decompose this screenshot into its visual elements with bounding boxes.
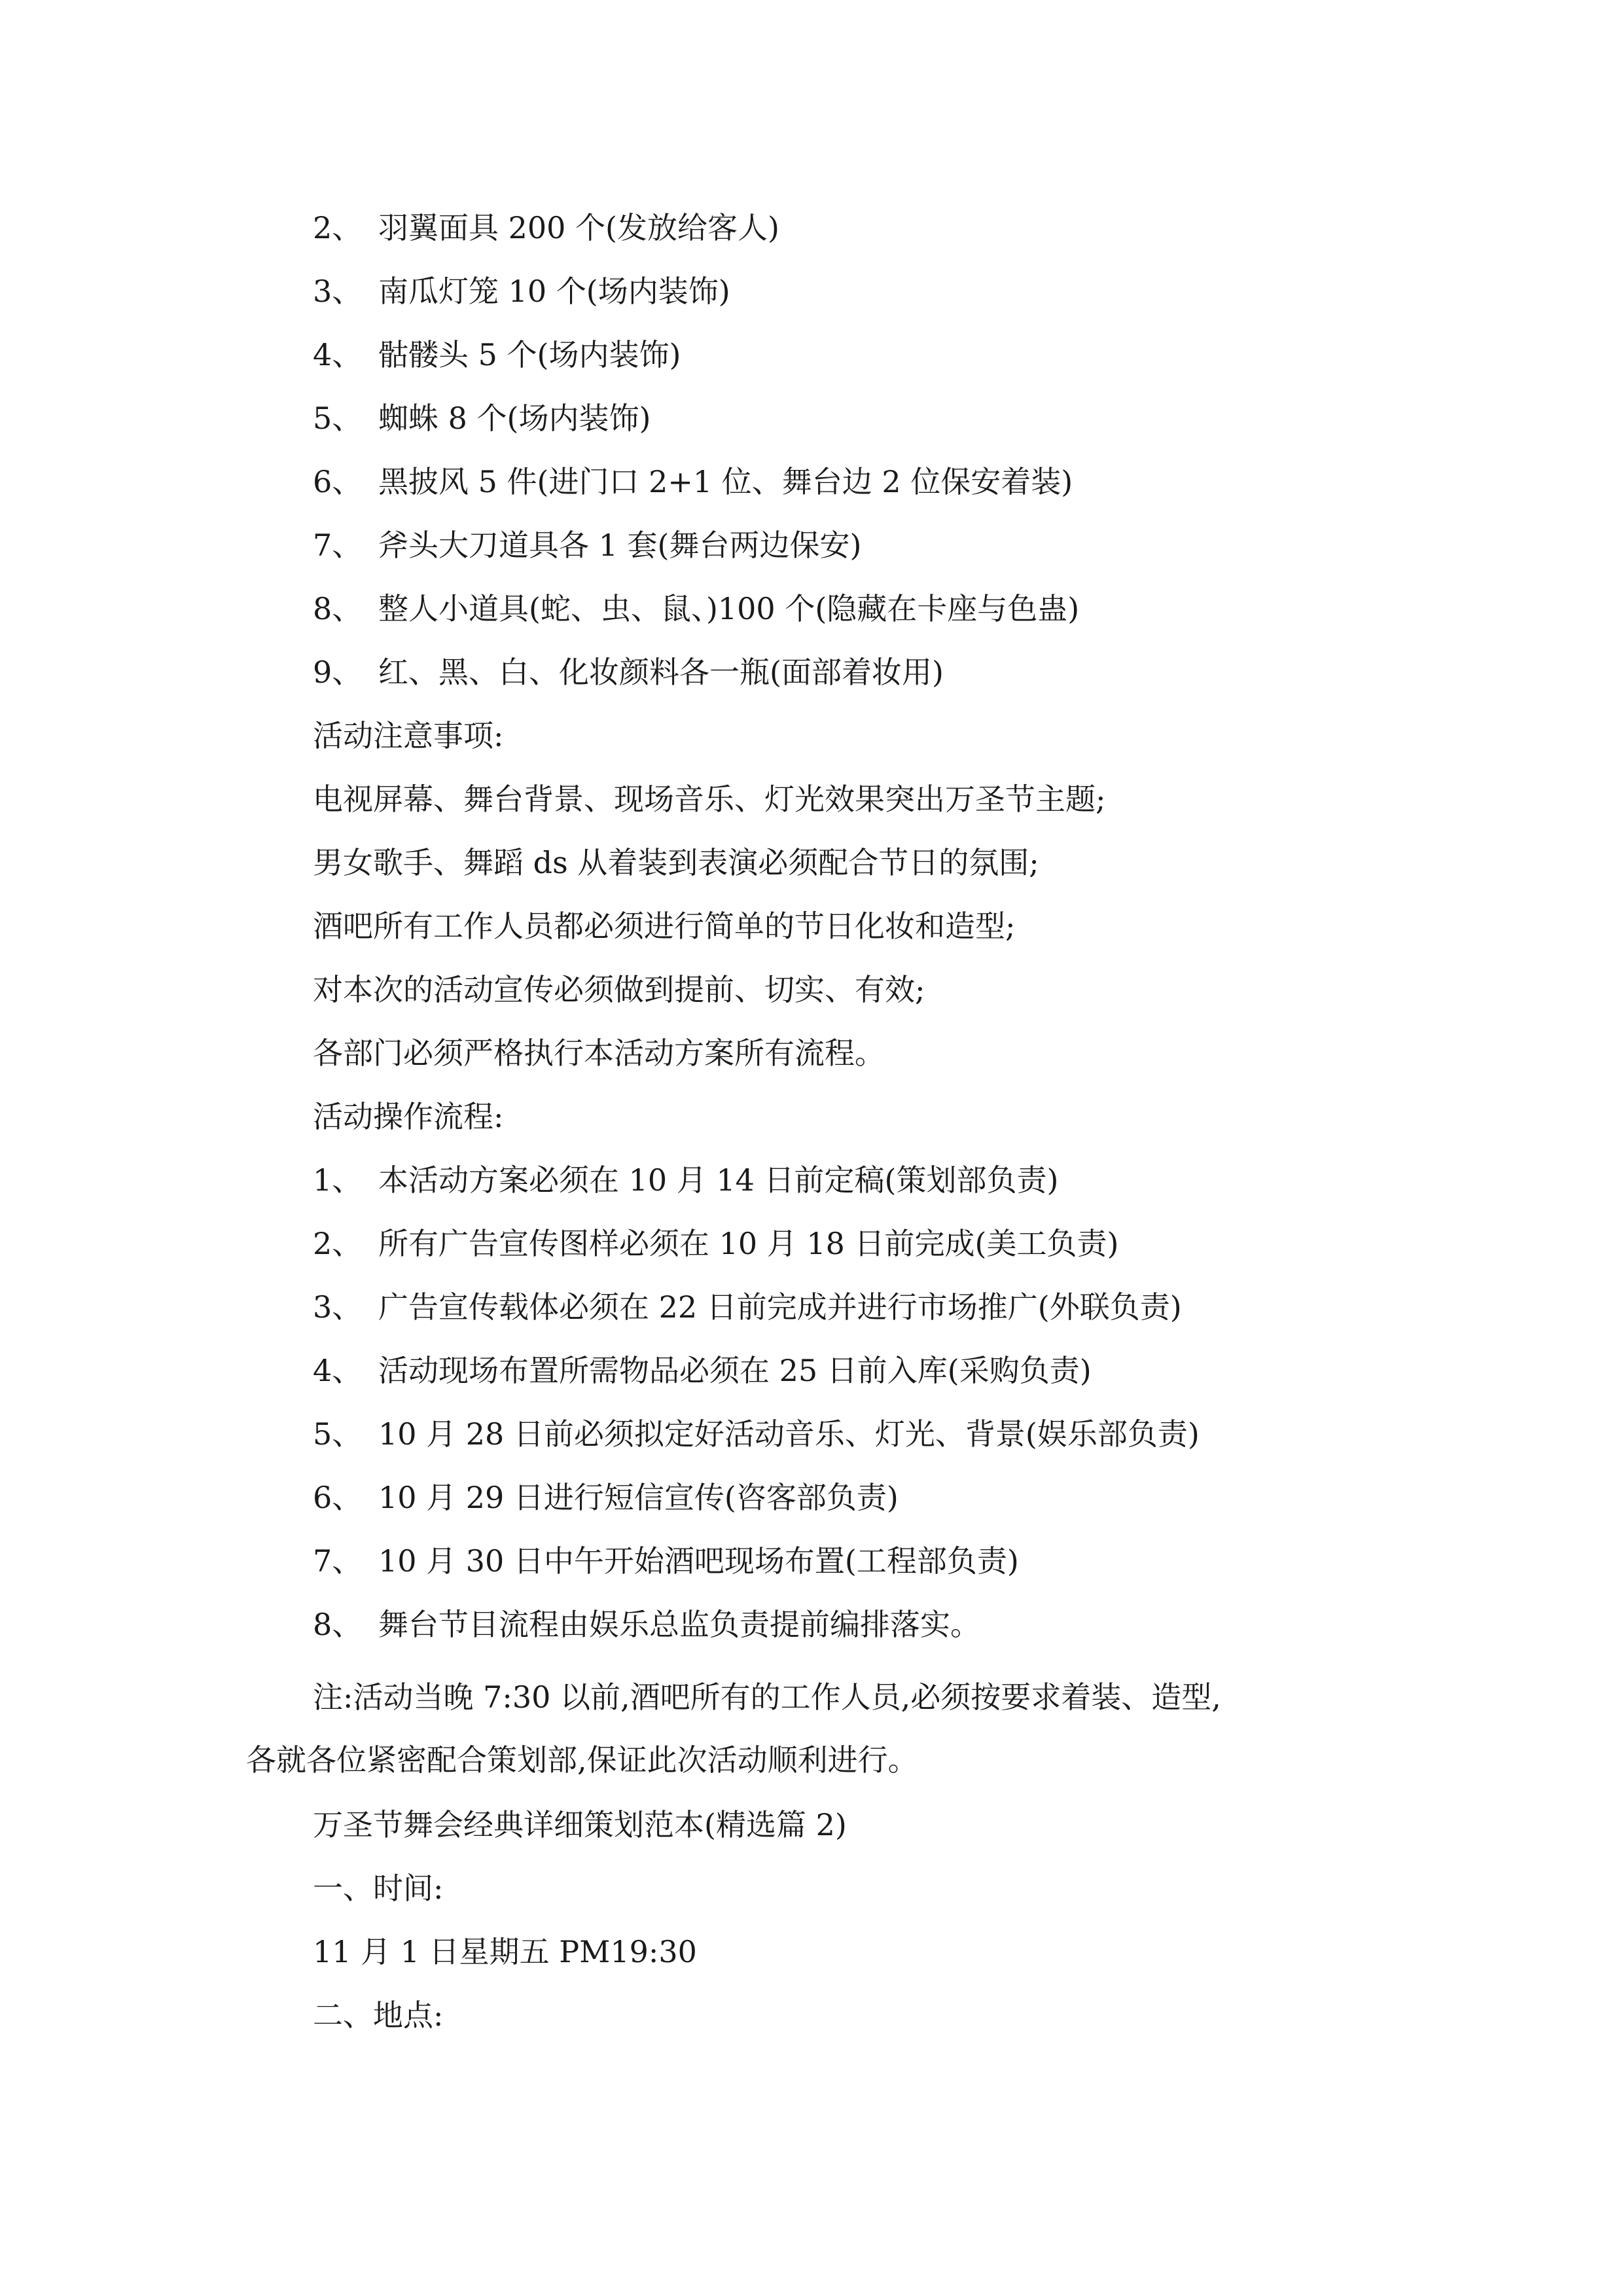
time-value: 11 月 1 日星期五 PM19:30	[313, 1934, 697, 1969]
list-item	[313, 272, 730, 311]
list-item-number: 7、	[313, 528, 363, 563]
list-item-text: 整人小道具(蛇、虫、鼠、)100 个(隐藏在卡座与色蛊)	[378, 591, 1080, 626]
process-item	[313, 1478, 899, 1517]
process-item	[313, 1287, 1182, 1327]
list-item-text: 骷髅头 5 个(场内装饰)	[378, 337, 681, 372]
list-item-number: 2、	[313, 210, 363, 245]
list-item-text: 南瓜灯笼 10 个(场内装饰)	[378, 274, 730, 309]
time-heading: 一、时间:	[313, 1871, 444, 1906]
list-item	[313, 399, 651, 438]
list-item	[313, 526, 861, 565]
process-item-text: 10 月 30 日中午开始酒吧现场布置(工程部负责)	[378, 1543, 1019, 1579]
note-line: 对本次的活动宣传必须做到提前、切实、有效;	[313, 972, 925, 1007]
process-item-number: 5、	[313, 1416, 363, 1452]
list-item	[313, 335, 681, 374]
process-item-text: 所有广告宣传图样必须在 10 月 18 日前完成(美工负责)	[378, 1226, 1119, 1261]
footnote-line-2: 各就各位紧密配合策划部,保证此次活动顺利进行。	[246, 1742, 918, 1778]
list-item-number: 6、	[313, 464, 363, 499]
list-item-text: 红、黑、白、化妆颜料各一瓶(面部着妆用)	[378, 655, 944, 690]
list-item-text: 黑披风 5 件(进门口 2+1 位、舞台边 2 位保安着装)	[378, 464, 1073, 499]
process-item-text: 舞台节目流程由娱乐总监负责提前编排落实。	[378, 1607, 980, 1642]
process-item-number: 8、	[313, 1607, 363, 1642]
list-item	[313, 462, 1073, 501]
process-item-number: 4、	[313, 1353, 363, 1388]
process-item	[313, 1160, 1058, 1200]
process-item-text: 活动现场布置所需物品必须在 25 日前入库(采购负责)	[378, 1353, 1092, 1388]
process-item	[313, 1541, 1019, 1581]
list-item-text: 蜘蛛 8 个(场内装饰)	[378, 401, 651, 436]
process-item-text: 10 月 28 日前必须拟定好活动音乐、灯光、背景(娱乐部负责)	[378, 1416, 1200, 1452]
place-heading: 二、地点:	[313, 1998, 444, 2033]
section-title: 万圣节舞会经典详细策划范本(精选篇 2)	[313, 1807, 847, 1842]
process-item-number: 7、	[313, 1543, 363, 1579]
note-line: 各部门必须严格执行本活动方案所有流程。	[313, 1035, 885, 1071]
list-item-number: 9、	[313, 655, 363, 690]
list-item-number: 3、	[313, 274, 363, 309]
list-item-text: 斧头大刀道具各 1 套(舞台两边保安)	[378, 528, 862, 563]
notes-heading: 活动注意事项:	[313, 718, 504, 753]
note-line: 男女歌手、舞蹈 ds 从着装到表演必须配合节日的氛围;	[313, 845, 1039, 880]
process-item	[313, 1605, 980, 1644]
list-item-number: 5、	[313, 401, 363, 436]
list-item	[313, 589, 1079, 628]
process-item-number: 3、	[313, 1289, 363, 1325]
process-item-number: 6、	[313, 1480, 363, 1515]
process-item-text: 广告宣传载体必须在 22 日前完成并进行市场推广(外联负责)	[378, 1289, 1182, 1325]
note-line: 电视屏幕、舞台背景、现场音乐、灯光效果突出万圣节主题;	[313, 781, 1106, 817]
process-item	[313, 1351, 1092, 1390]
list-item-number: 8、	[313, 591, 363, 626]
process-item-number: 1、	[313, 1162, 363, 1198]
list-item	[313, 208, 779, 247]
footnote-line-1: 注:活动当晚 7:30 以前,酒吧所有的工作人员,必须按要求着装、造型,	[313, 1679, 1221, 1715]
list-item-text: 羽翼面具 200 个(发放给客人)	[378, 210, 779, 245]
list-item-number: 4、	[313, 337, 363, 372]
process-item-text: 10 月 29 日进行短信宣传(咨客部负责)	[378, 1480, 899, 1515]
process-item-text: 本活动方案必须在 10 月 14 日前定稿(策划部负责)	[378, 1162, 1059, 1198]
list-item	[313, 653, 944, 692]
process-item-number: 2、	[313, 1226, 363, 1261]
note-line: 酒吧所有工作人员都必须进行简单的节日化妆和造型;	[313, 908, 1016, 944]
process-item	[313, 1224, 1118, 1263]
process-item	[313, 1414, 1200, 1454]
process-heading: 活动操作流程:	[313, 1099, 504, 1134]
